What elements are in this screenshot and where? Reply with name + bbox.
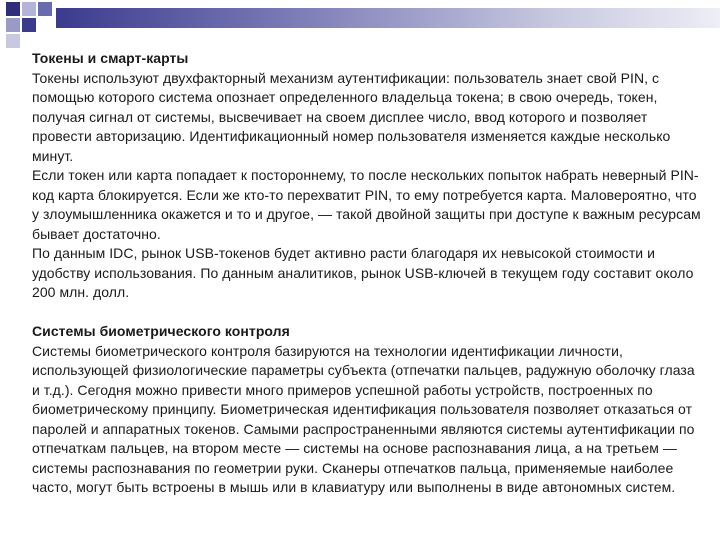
decor-square: [22, 18, 36, 32]
section-spacer: [32, 303, 702, 323]
paragraph-tokens-mechanism: Токены используют двухфакторный механизм аутентификации: пользователь знает свой PIN, с помощью которого система опознает определенного владельца токена; в свою очередь, токен, получая сигнал от системы, высвечивает на своем дисплее число, ввод которого и позволяет провести авторизацию. Идентификационный номер пользователя изменяется каждые несколько минут.: [32, 69, 671, 164]
decor-square: [6, 2, 20, 16]
paragraph-tokens-market: По данным IDC, рынок USB-токенов будет активно расти благодаря их невысокой стоимости и удобству использования. По данным аналитиков, рынок USB-ключей в текущем году составит около 200 млн. долл.: [32, 245, 694, 300]
paragraph-tokens-blocking: Если токен или карта попадает к постороннему, то после нескольких попыток набрать неверный PIN-код карта блокируется. Если же кто-то перехватит PIN, то ему потребуется карта. Маловероятно, что у злоумышленника окажется и то и другое, — такой двойной защиты при доступе к важным ресурсам бывает достаточно.: [32, 167, 701, 242]
decor-square: [38, 2, 52, 16]
header-gradient-band: [56, 8, 720, 28]
paragraph-biometrics: Системы биометрического контроля базируются на технологии идентификации личности, использующей физиологические параметры субъекта (отпечатки пальцев, радужную оболочку глаза и т.д.). Сегодня можно привести много примеров успешной работы устройств, построенных по биометрическому принципу. Биометрическая идентификация пользователя позволяет отказаться от паролей и аппаратных токенов. Самыми распространенными являются системы аутентификации по отпечаткам пальцев, на втором месте — системы на основе распознавания лица, а на третьем — системы распознавания по геометрии руки. Сканеры отпечатков пальца, применяемые наиболее часто, могут быть встроены в мышь или в клавиатуру или выполнены в виде автономных систем.: [32, 342, 695, 495]
section-heading-tokens: Токены и смарт-карты: [32, 50, 189, 66]
slide-body: [32, 49, 702, 498]
section-heading-biometrics: Системы биометрического контроля: [32, 323, 290, 339]
decor-square: [6, 34, 20, 48]
slide-header-decoration: [0, 0, 720, 44]
decor-square: [6, 18, 20, 32]
decor-square: [22, 2, 36, 16]
